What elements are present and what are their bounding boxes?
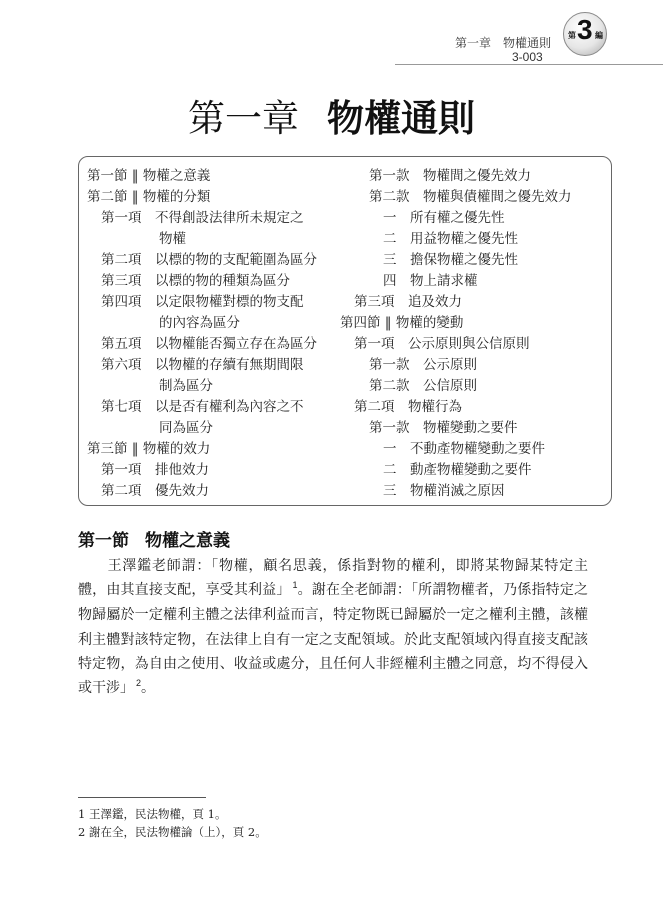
toc-entry: 第二項 物權行為 bbox=[354, 399, 462, 415]
toc-entry: 第一款 物權間之優先效力 bbox=[369, 168, 531, 184]
page-number: 3-003 bbox=[512, 50, 543, 64]
footnote-ref-1: 1 bbox=[292, 580, 298, 591]
toc-entry: 第四項 以定限物權對標的物支配 bbox=[101, 294, 304, 310]
toc-entry: 制為區分 bbox=[159, 378, 213, 394]
section-heading bbox=[78, 526, 230, 551]
toc-entry: 第一項 不得創設法律所未規定之 bbox=[101, 210, 304, 226]
footnote-2: 2 謝在全，民法物權論（上），頁 2。 bbox=[78, 825, 267, 839]
toc-entry: 第一項 公示原則與公信原則 bbox=[354, 336, 530, 352]
running-header-chapter: 第一章 物權通則 bbox=[455, 36, 552, 50]
part-badge-suffix: 編 bbox=[595, 30, 603, 40]
toc-entry: 三 物權消滅之原因 bbox=[383, 483, 505, 499]
paragraph-text-3: 。 bbox=[141, 680, 156, 697]
toc-entry: 第二項 以標的物的支配範圍為區分 bbox=[101, 252, 317, 268]
footnote-rule bbox=[78, 797, 206, 798]
table-of-contents bbox=[78, 156, 612, 506]
toc-entry: 第二款 物權與債權間之優先效力 bbox=[369, 189, 572, 205]
toc-entry: 二 動產物權變動之要件 bbox=[383, 462, 532, 478]
toc-entry: 一 不動產物權變動之要件 bbox=[383, 441, 545, 457]
section-name: 物權之意義 bbox=[145, 531, 230, 551]
toc-entry: 第二項 優先效力 bbox=[101, 483, 209, 499]
paragraph-text-1: 王澤鑑老師謂：「物權，顧名思義，係指對物的權利，即將某物歸某特定主體，由其直接支配，享受其利益」 bbox=[78, 558, 589, 599]
toc-entry: 二 用益物權之優先性 bbox=[383, 231, 518, 247]
section-number: 第一節 bbox=[78, 531, 129, 551]
footnote-ref-2: 2 bbox=[136, 678, 142, 689]
paragraph-text-2: 。謝在全老師謂：「所謂物權者，乃係指特定之物歸屬於一定權利主體之法律利益而言，特定物既已歸屬於一定之權利主體，該權利主體對該特定物，在法律上自有一定之支配領域。於此支配領域內得直接支配該特定物，為自由之使用、收益或處分，且任何人非經權利主體之同意，均不得侵入或干涉」 bbox=[78, 582, 589, 697]
toc-entry: 第一款 物權變動之要件 bbox=[369, 420, 518, 436]
toc-entry: 第六項 以物權的存續有無期間限 bbox=[101, 357, 304, 373]
toc-entry: 第二款 公信原則 bbox=[369, 378, 477, 394]
footnote-1: 1 王澤鑑，民法物權，頁 1。 bbox=[78, 807, 227, 821]
toc-entry: 第三節 ‖ 物權的效力 bbox=[87, 441, 211, 457]
toc-entry: 第三項 以標的物的種類為區分 bbox=[101, 273, 290, 289]
toc-entry: 物權 bbox=[159, 231, 186, 247]
toc-entry: 一 所有權之優先性 bbox=[383, 210, 505, 226]
toc-entry: 第四節 ‖ 物權的變動 bbox=[340, 315, 464, 331]
toc-entry: 第五項 以物權能否獨立存在為區分 bbox=[101, 336, 317, 352]
toc-entry: 的內容為區分 bbox=[159, 315, 240, 331]
toc-entry: 第一項 排他效力 bbox=[101, 462, 209, 478]
toc-entry: 同為區分 bbox=[159, 420, 213, 436]
toc-entry: 第一款 公示原則 bbox=[369, 357, 477, 373]
header-rule bbox=[395, 64, 663, 65]
chapter-title bbox=[0, 88, 663, 142]
chapter-title-name: 物權通則 bbox=[327, 97, 475, 140]
toc-entry: 第一節 ‖ 物權之意義 bbox=[87, 168, 211, 184]
part-badge bbox=[563, 12, 607, 56]
toc-entry: 第二節 ‖ 物權的分類 bbox=[87, 189, 211, 205]
body-paragraph bbox=[78, 554, 588, 701]
toc-entry: 第七項 以是否有權利為內容之不 bbox=[101, 399, 304, 415]
part-badge-prefix: 第 bbox=[568, 30, 576, 40]
toc-entry: 第三項 追及效力 bbox=[354, 294, 462, 310]
chapter-title-number: 第一章 bbox=[188, 97, 299, 140]
toc-entry: 三 擔保物權之優先性 bbox=[383, 252, 518, 268]
part-badge-number: 3 bbox=[577, 14, 593, 45]
toc-entry: 四 物上請求權 bbox=[383, 273, 478, 289]
